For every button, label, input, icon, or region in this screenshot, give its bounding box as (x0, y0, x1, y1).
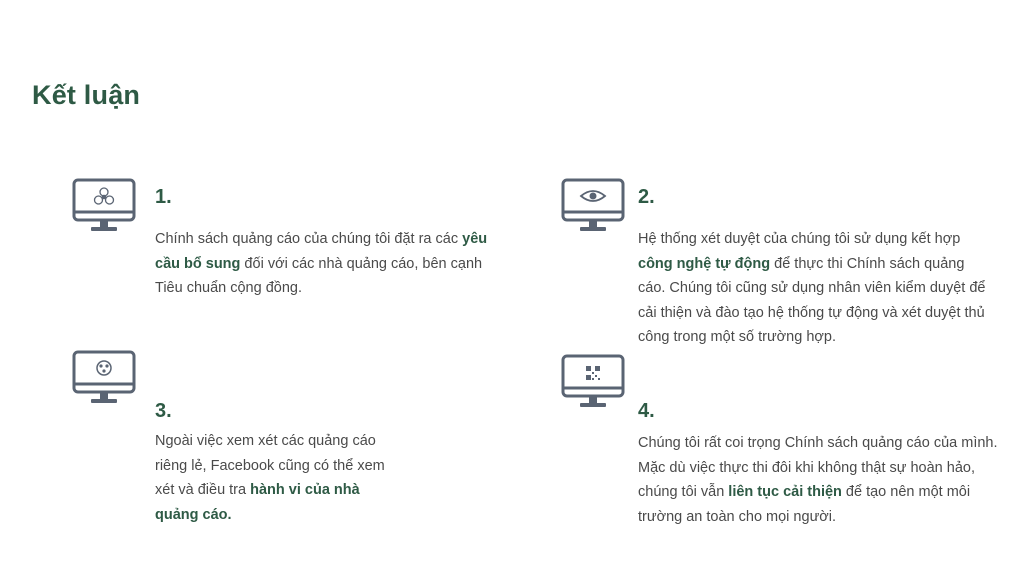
item-number: 4. (638, 400, 655, 422)
qr-code-icon (586, 366, 600, 380)
eye-icon (581, 191, 605, 201)
item-text: Hệ thống xét duyệt của chúng tôi sử dụng kết hợp công nghệ tự động để thực thi Chính sách quảng cáo. Chúng tôi cũng sử dụng nhân viên kiểm duyệt để cải thiện và đào tạo hệ thống tự động và xét duyệt thủ công trong một số trường hợp. (638, 231, 986, 345)
people-icon (97, 361, 111, 375)
item-number: 3. (155, 400, 172, 422)
page-title: Kết luận (32, 80, 141, 110)
monitor-icon (561, 178, 625, 236)
item-number: 1. (155, 186, 172, 208)
monitor-icon (72, 350, 136, 408)
item-number: 2. (638, 186, 655, 208)
biohazard-icon (95, 188, 114, 204)
item-text: Ngoài việc xem xét các quảng cáo riêng lẻ, Facebook cũng có thể xem xét và điều tra hành vi của nhà quảng cáo. (155, 433, 385, 523)
item-text: Chính sách quảng cáo của chúng tôi đặt ra các yêu cầu bổ sung đối với các nhà quảng cáo, bên cạnh Tiêu chuẩn cộng đồng. (155, 231, 488, 296)
monitor-icon (72, 178, 136, 236)
item-text: Chúng tôi rất coi trọng Chính sách quảng cáo của mình. Mặc dù việc thực thi đôi khi không thật sự hoàn hảo, chúng tôi vẫn liên tục cải thiện để tạo nên một môi trường an toàn cho mọi người. (638, 435, 998, 525)
monitor-icon (561, 354, 625, 412)
